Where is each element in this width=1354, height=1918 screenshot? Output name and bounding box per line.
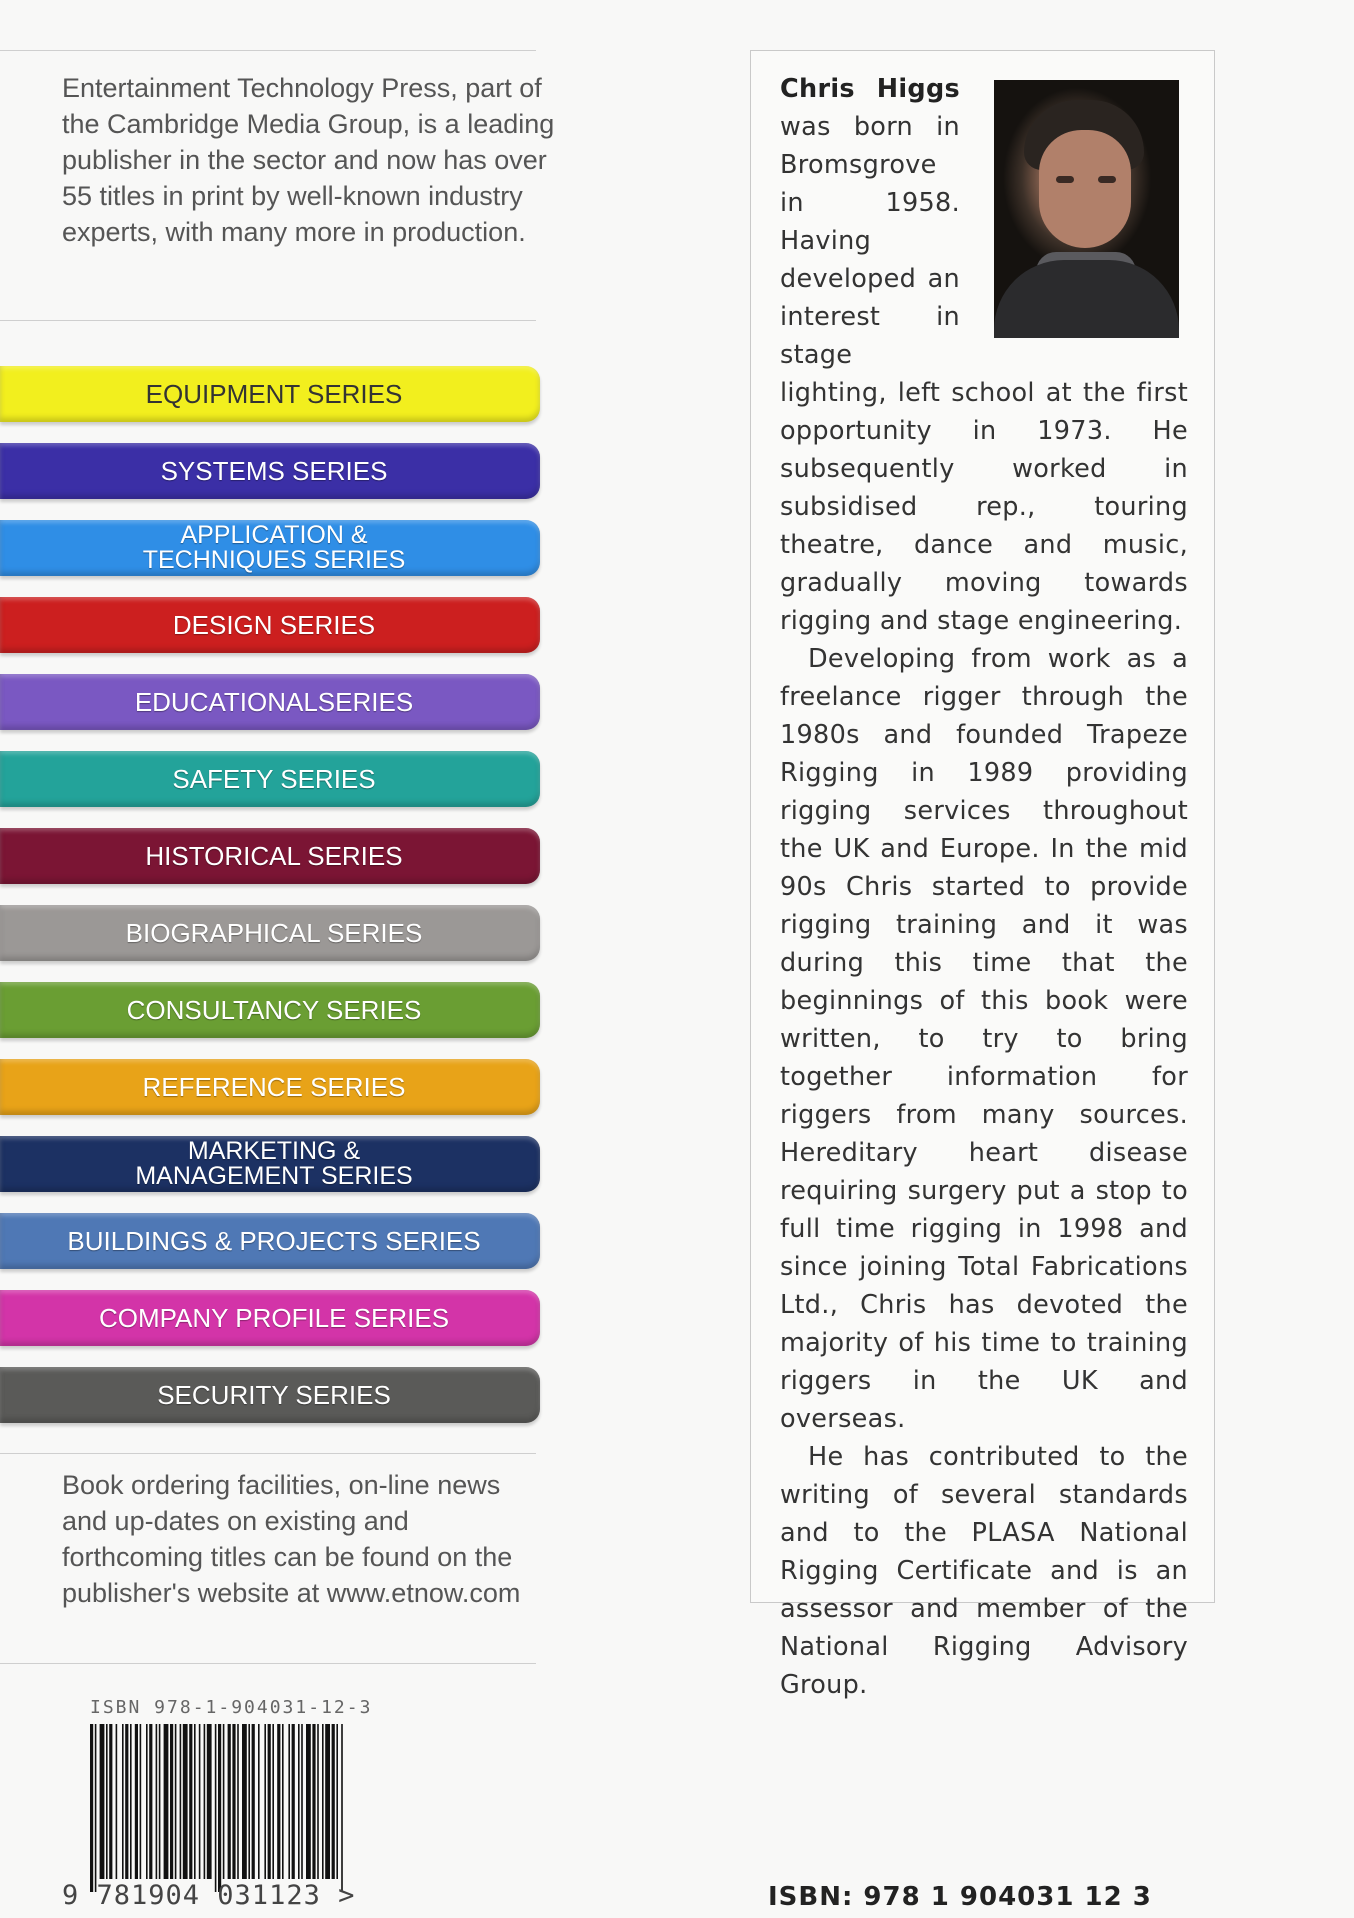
ordering-rule — [0, 1663, 536, 1664]
series-pill: EDUCATIONALSERIES — [0, 674, 540, 730]
author-bio-text — [780, 70, 1188, 1704]
isbn-number: ISBN: 978 1 904031 12 3 — [768, 1882, 1152, 1912]
series-pill: BIOGRAPHICAL SERIES — [0, 905, 540, 961]
barcode — [90, 1724, 345, 1892]
author-name: Chris Higgs — [780, 74, 960, 104]
bio-paragraph-1: was born in Bromsgrove in 1958. Having developed an interest in stage lighting, left school at the first opportunity in 1973. He subsequently worked in subsidised rep., touring theatre, dance and music, gradually moving towards rigging and stage engineering. — [780, 112, 1188, 636]
series-pill: MARKETING & MANAGEMENT SERIES — [0, 1136, 540, 1192]
series-pill: EQUIPMENT SERIES — [0, 366, 540, 422]
series-pill: BUILDINGS & PROJECTS SERIES — [0, 1213, 540, 1269]
series-pill: REFERENCE SERIES — [0, 1059, 540, 1115]
bio-paragraph-3: He has contributed to the writing of several standards and to the PLASA National Rigging Certificate and is an assessor and member of the National Rigging Advisory Group. — [780, 1442, 1188, 1700]
series-pill: APPLICATION & TECHNIQUES SERIES — [0, 520, 540, 576]
series-rule — [0, 1453, 536, 1454]
series-pill: COMPANY PROFILE SERIES — [0, 1290, 540, 1346]
series-pill: SAFETY SERIES — [0, 751, 540, 807]
series-list — [0, 366, 540, 1444]
publisher-intro: Entertainment Technology Press, part of the Cambridge Media Group, is a leading publisher in the sector and now has over 55 titles in print by well-known industry experts, with many more in production. — [62, 73, 555, 247]
intro-rule — [0, 320, 536, 321]
bio-paragraph-2: Developing from work as a freelance rigger through the 1980s and founded Trapeze Rigging in 1989 providing rigging services throughout the UK and Europe. In the mid 90s Chris started to provide rigging training and it was during this time that the beginnings of this book were written, to try to bring together information for riggers from many sources. Hereditary heart disease requiring surgery put a stop to full time rigging in 1998 and since joining Total Fabrications Ltd., Chris has devoted the majority of his time to training riggers in the UK and overseas. — [780, 644, 1188, 1434]
top-rule — [0, 50, 536, 51]
series-pill: HISTORICAL SERIES — [0, 828, 540, 884]
barcode-isbn-label: ISBN 978-1-904031-12-3 — [90, 1697, 373, 1718]
series-pill: SECURITY SERIES — [0, 1367, 540, 1423]
series-pill: DESIGN SERIES — [0, 597, 540, 653]
series-pill: SYSTEMS SERIES — [0, 443, 540, 499]
series-pill: CONSULTANCY SERIES — [0, 982, 540, 1038]
barcode-digits: 9 781904 031123 > — [62, 1880, 356, 1911]
author-bio-box — [750, 50, 1215, 1700]
ordering-info: Book ordering facilities, on-line news and up-dates on existing and forthcoming titles can be found on the publisher's website at www.etnow.com — [62, 1470, 521, 1608]
